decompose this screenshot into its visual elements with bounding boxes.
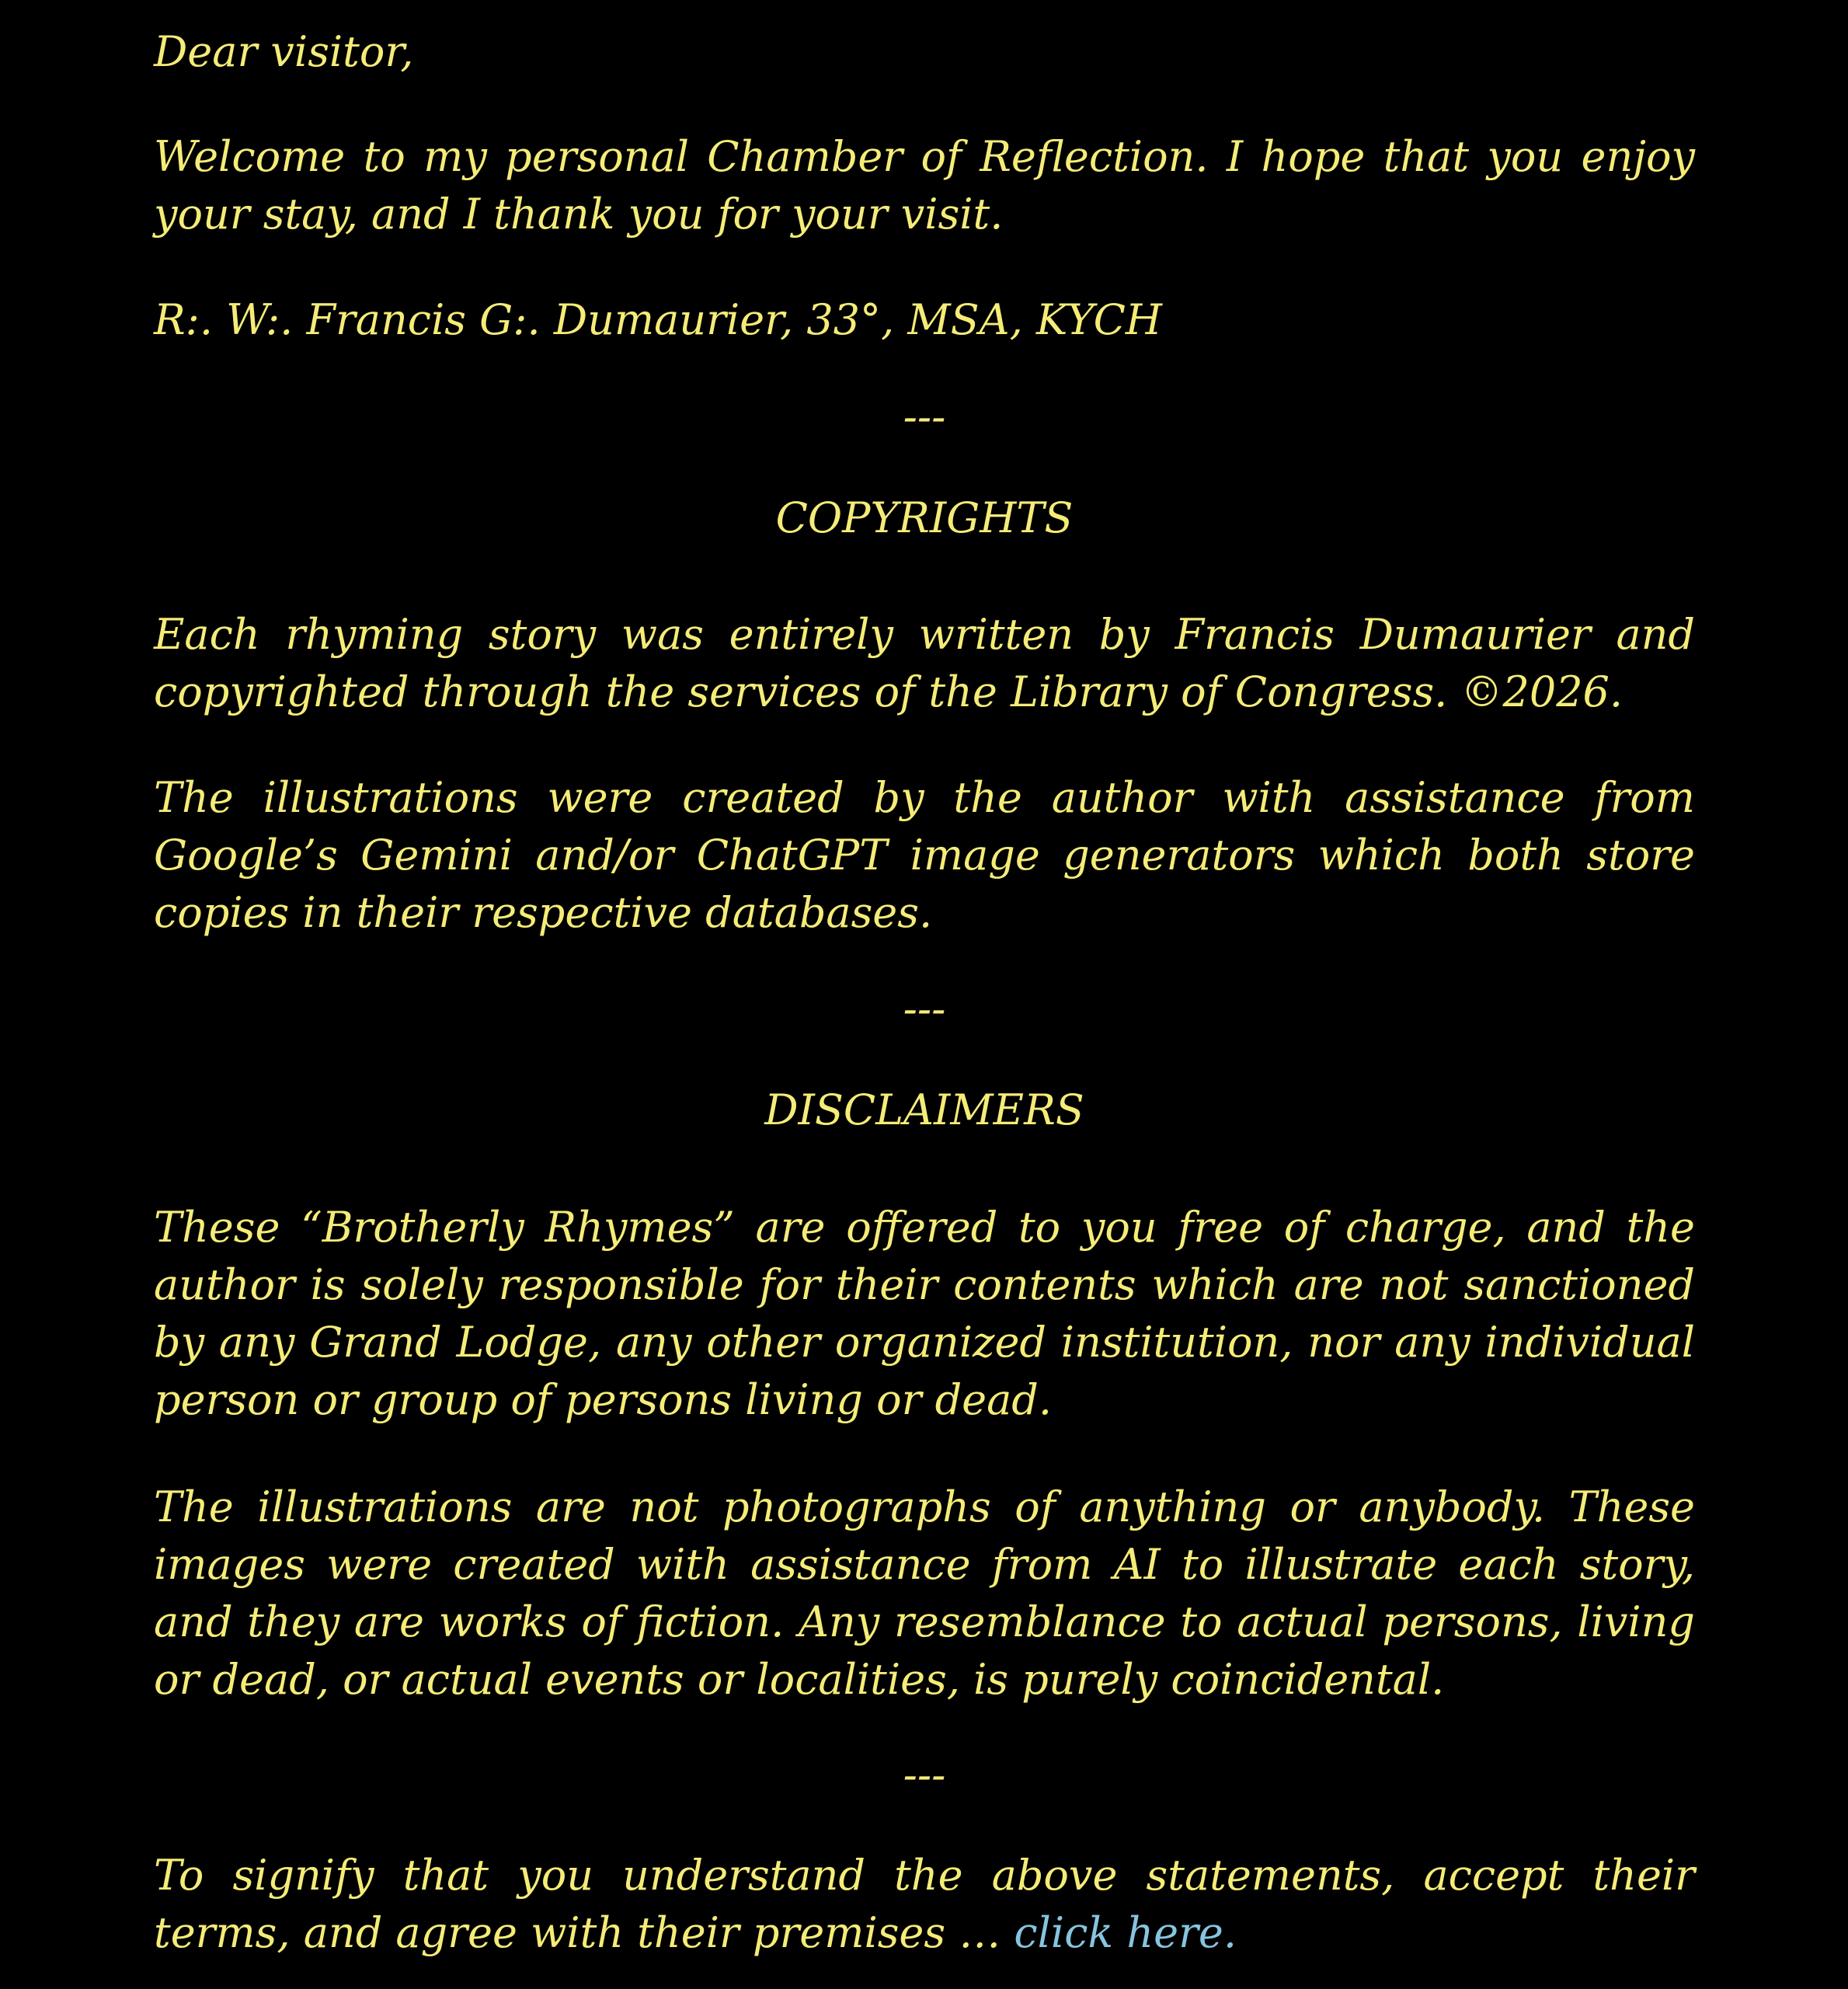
copyrights-heading: COPYRIGHTS [775,493,1074,542]
signature: R:. W:. Francis G:. Dumaurier, 33°, MSA, KYCH [154,295,1162,344]
copyrights-paragraph-1: Each rhyming story was entirely written by Francis Dumaurier and copyrighted through the services of the Library of Congress. ©2026. [154,610,1695,716]
disclaimers-paragraph-1: These “Brotherly Rhymes” are offered to you free of charge, and the author is solely responsible for their contents which are not sanctioned by any Grand Lodge, any other organized institution, nor any individual person or group of persons living or dead. [154,1203,1695,1424]
separator-3: --- [903,1750,946,1799]
closing-paragraph [154,1847,1695,1962]
disclaimers-heading: DISCLAIMERS [764,1085,1084,1134]
greeting: Dear visitor, [154,27,414,76]
separator-2: --- [903,984,946,1033]
click-here-link[interactable]: click here. [1014,1908,1237,1957]
closing-text: To signify that you understand the above statements, accept their terms, and agree with their premises … [154,1851,1695,1957]
welcome-paragraph: Welcome to my personal Chamber of Reflection. I hope that you enjoy your stay, and I thank you for your visit. [154,132,1695,239]
separator-1: --- [903,392,946,441]
disclaimers-paragraph-2: The illustrations are not photographs of anything or anybody. These images were created with assistance from AI to illustrate each story, and they are works of fiction. Any resemblance to actual persons, living or dead, or actual events or localities, is purely coincidental. [154,1482,1695,1704]
copyrights-paragraph-2: The illustrations were created by the author with assistance from Google’s Gemini and/or ChatGPT image generators which both store copies in their respective databases. [154,773,1695,937]
